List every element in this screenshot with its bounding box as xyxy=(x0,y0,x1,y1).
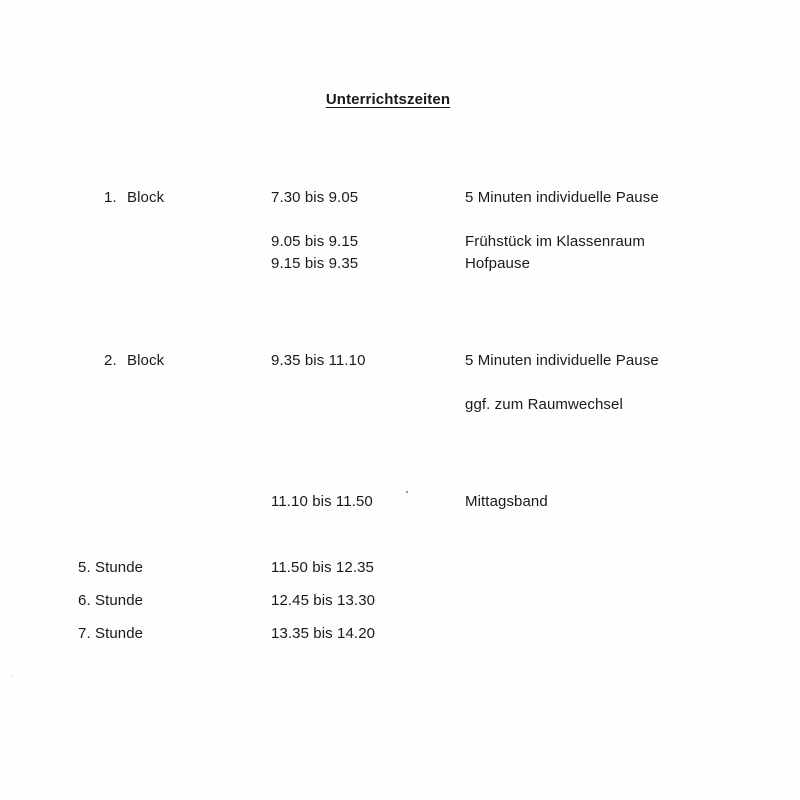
stunde-6-label: 6. Stunde xyxy=(78,592,144,609)
stunde-6-time: 12.45 bis 13.30 xyxy=(271,592,376,609)
block-2-label: Block xyxy=(127,352,165,369)
block-2-extra-note: ggf. zum Raumwechsel xyxy=(465,396,623,413)
block-1-note-3: Hofpause xyxy=(465,255,531,272)
block-2-note-1: 5 Minuten individuelle Pause xyxy=(465,352,659,369)
scan-speck xyxy=(406,491,408,493)
stunde-5-label: 5. Stunde xyxy=(78,559,144,576)
mittag-note: Mittagsband xyxy=(465,493,548,510)
block-2-time-1: 9.35 bis 11.10 xyxy=(271,352,366,369)
document-title: Unterrichtszeiten xyxy=(325,91,451,108)
block-1-number: 1. xyxy=(104,189,117,206)
stunde-5-time: 11.50 bis 12.35 xyxy=(271,559,374,576)
block-1-time-2: 9.05 bis 9.15 xyxy=(271,233,359,250)
mittag-time: 11.10 bis 11.50 xyxy=(271,493,373,510)
stunde-7-time: 13.35 bis 14.20 xyxy=(271,625,376,642)
scan-speck xyxy=(12,676,13,677)
block-2-number: 2. xyxy=(104,352,117,369)
block-1-label: Block xyxy=(127,189,165,206)
stunde-7-label: 7. Stunde xyxy=(78,625,144,642)
block-1-note-2: Frühstück im Klassenraum xyxy=(465,233,645,250)
block-1-note-1: 5 Minuten individuelle Pause xyxy=(465,189,659,206)
block-1-time-3: 9.15 bis 9.35 xyxy=(271,255,359,272)
block-1-time-1: 7.30 bis 9.05 xyxy=(271,189,359,206)
